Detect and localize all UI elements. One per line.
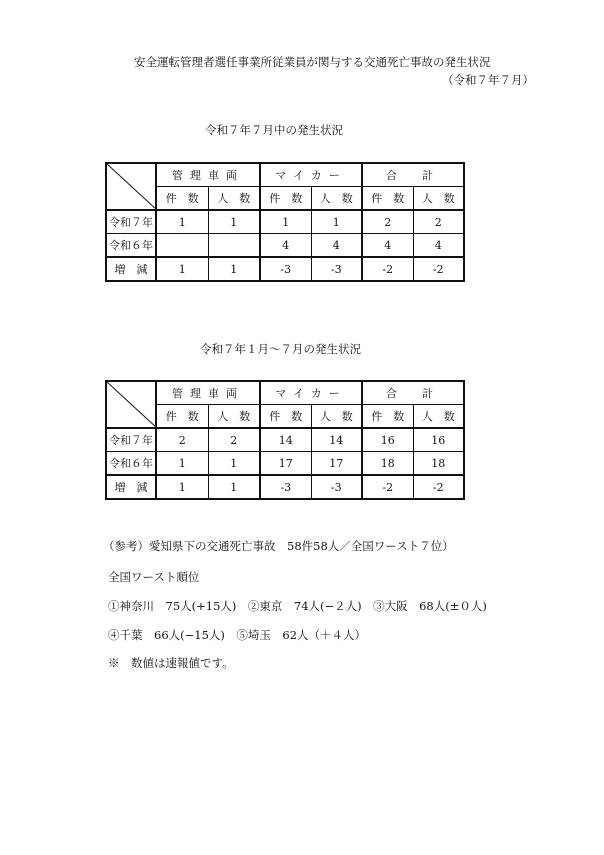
cell: 14 [260, 428, 311, 452]
cell: -3 [311, 475, 362, 499]
cell: 16 [362, 428, 413, 452]
table-row [106, 428, 464, 452]
cell: 1 [156, 210, 208, 234]
cell: -3 [260, 475, 311, 499]
row-label: 令和７年 [106, 428, 156, 452]
table2-sub-people: 人 数 [413, 405, 464, 429]
table2 [105, 380, 465, 500]
cell [156, 234, 208, 258]
table1-sub-people: 人 数 [413, 187, 464, 211]
row-label: 増 減 [106, 257, 156, 281]
table1-sub-people: 人 数 [208, 187, 260, 211]
table2-sub-count: 件 数 [156, 405, 208, 429]
document-title: 安全運転管理者選任事業所従業員が関与する交通死亡事故の発生状況 [134, 55, 491, 69]
cell: -3 [260, 257, 311, 281]
row-label: 令和６年 [106, 234, 156, 258]
cell: 2 [208, 428, 260, 452]
table1-heading: 令和７年７月中の発生状況 [205, 123, 343, 137]
table2-group-total: 合 計 [362, 381, 464, 405]
table2-sub-count: 件 数 [260, 405, 311, 429]
table-row [106, 257, 464, 281]
ranking-title: 全国ワースト順位 [108, 570, 200, 584]
cell: 1 [208, 475, 260, 499]
cell: 4 [260, 234, 311, 258]
cell: 18 [413, 452, 464, 476]
table2-sub-people: 人 数 [311, 405, 362, 429]
table2-group-mycar: マイカー [260, 381, 362, 405]
row-label: 増 減 [106, 475, 156, 499]
cell: 2 [156, 428, 208, 452]
table2-sub-count: 件 数 [362, 405, 413, 429]
table2-corner-diagonal [106, 381, 156, 428]
table-row [106, 475, 464, 499]
document-date: （令和７年７月） [442, 73, 534, 87]
cell: -2 [413, 475, 464, 499]
table2-group-kanri: 管理車両 [156, 381, 260, 405]
table1-corner-diagonal [106, 163, 156, 210]
row-label: 令和７年 [106, 210, 156, 234]
table-row [106, 234, 464, 258]
table1-group-mycar: マイカー [260, 163, 362, 187]
cell: 4 [311, 234, 362, 258]
cell: 16 [413, 428, 464, 452]
cell: 17 [260, 452, 311, 476]
cell: 14 [311, 428, 362, 452]
cell: 1 [260, 210, 311, 234]
cell: 4 [413, 234, 464, 258]
table1 [105, 162, 465, 282]
cell: 1 [156, 452, 208, 476]
cell: -2 [362, 257, 413, 281]
cell: 1 [208, 210, 260, 234]
table-row [106, 210, 464, 234]
footnote: ※ 数値は速報値です。 [108, 656, 234, 670]
cell: 1 [208, 452, 260, 476]
cell: 1 [208, 257, 260, 281]
table2-sub-people: 人 数 [208, 405, 260, 429]
cell: -2 [362, 475, 413, 499]
table1-sub-people: 人 数 [311, 187, 362, 211]
table1-group-kanri: 管理車両 [156, 163, 260, 187]
reference-note: （参考）愛知県下の交通死亡事故 58件58人／全国ワースト７位） [103, 539, 454, 553]
table1-sub-count: 件 数 [260, 187, 311, 211]
table1-group-total: 合 計 [362, 163, 464, 187]
cell [208, 234, 260, 258]
row-label: 令和６年 [106, 452, 156, 476]
cell: -2 [413, 257, 464, 281]
cell: 2 [413, 210, 464, 234]
cell: 1 [311, 210, 362, 234]
cell: 4 [362, 234, 413, 258]
cell: 1 [156, 257, 208, 281]
table-row [106, 452, 464, 476]
cell: 18 [362, 452, 413, 476]
cell: 17 [311, 452, 362, 476]
table1-sub-count: 件 数 [156, 187, 208, 211]
cell: 1 [156, 475, 208, 499]
ranking-line-1: ①神奈川 75人(+15人) ②東京 74人(−２人) ③大阪 68人(±０人) [108, 599, 487, 613]
ranking-line-2: ④千葉 66人(−15人) ⑤埼玉 62人（＋４人） [108, 628, 367, 642]
cell: 2 [362, 210, 413, 234]
table2-heading: 令和７年１月～７月の発生状況 [200, 342, 361, 356]
cell: -3 [311, 257, 362, 281]
table1-sub-count: 件 数 [362, 187, 413, 211]
